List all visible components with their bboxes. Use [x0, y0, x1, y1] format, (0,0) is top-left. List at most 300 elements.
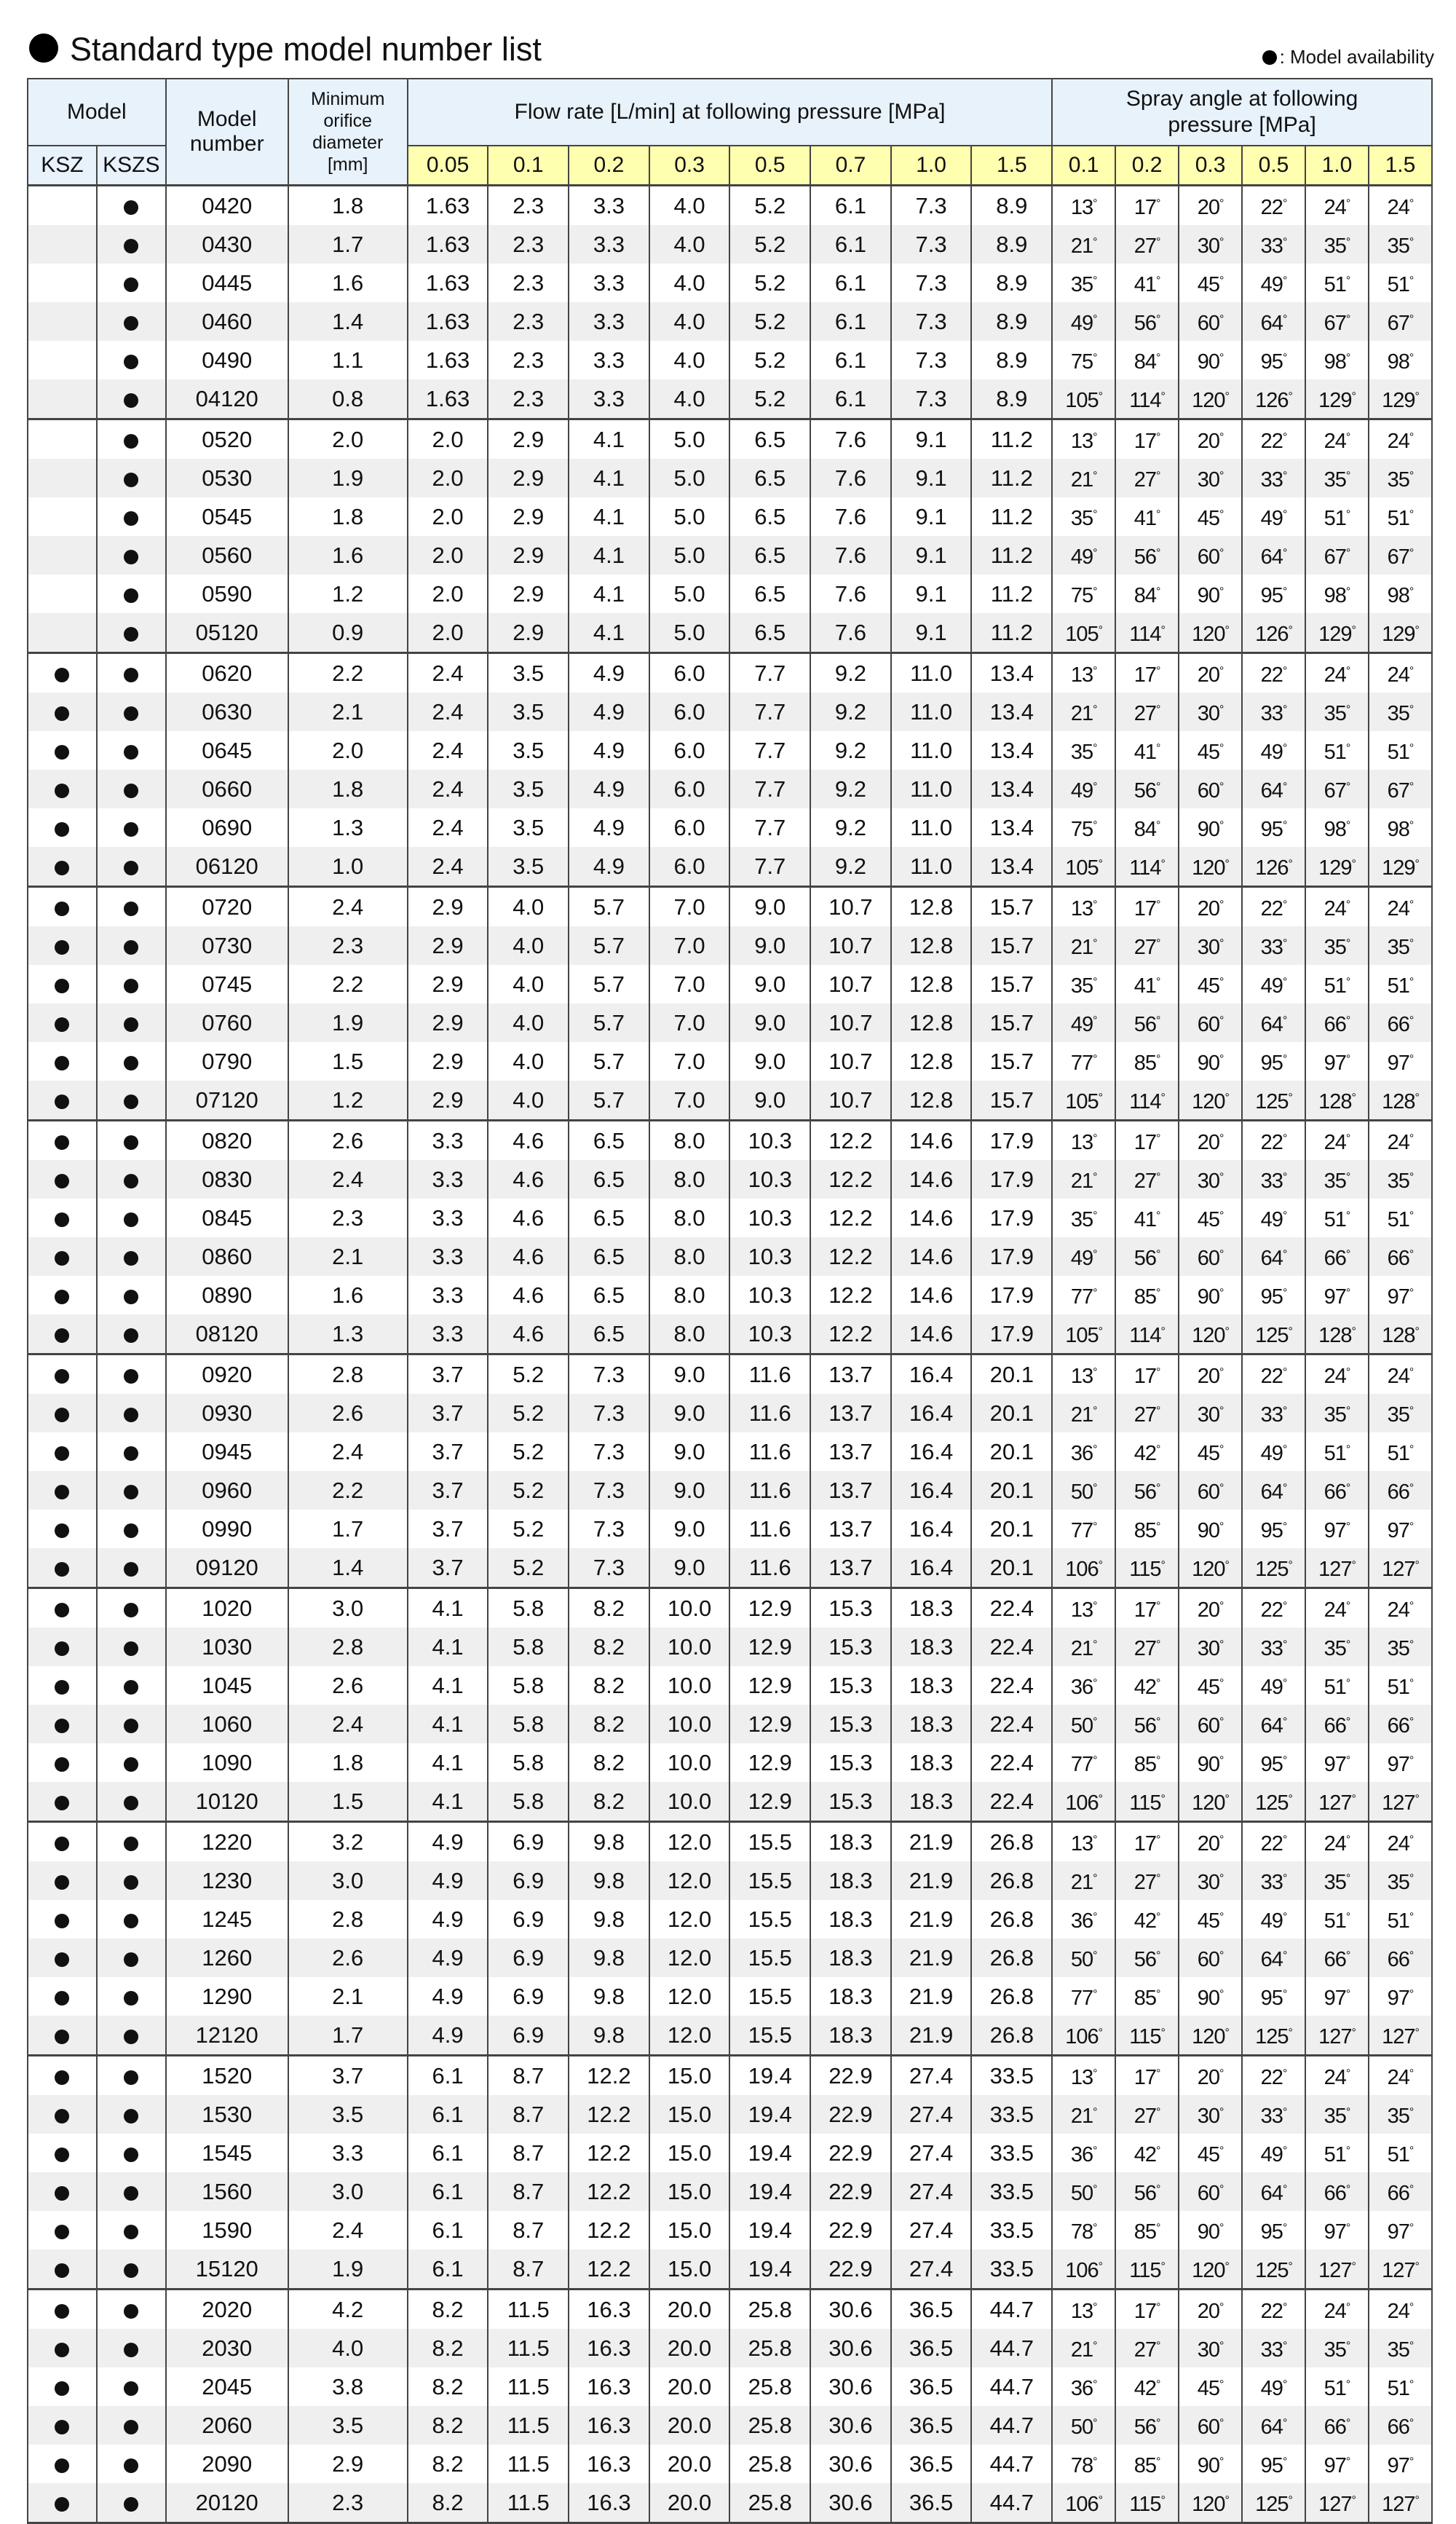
spray-angle-value: 90 [1197, 350, 1219, 374]
degree-symbol: ° [1156, 976, 1160, 988]
min-diameter-cell: 2.2 [288, 965, 408, 1003]
flow-rate-cell: 12.0 [649, 2016, 730, 2056]
flow-rate-cell: 12.9 [729, 1705, 810, 1743]
degree-symbol: ° [1093, 2145, 1097, 2157]
availability-dot-icon [124, 627, 138, 642]
kszs-availability-cell [97, 731, 166, 770]
spray-angle-value: 125 [1255, 2025, 1289, 2048]
degree-symbol: ° [1160, 390, 1165, 403]
spray-angle-value: 115 [1129, 2493, 1161, 2516]
availability-dot-icon [124, 822, 138, 837]
degree-symbol: ° [1282, 2417, 1287, 2429]
kszs-availability-cell [97, 1314, 166, 1354]
degree-symbol: ° [1415, 390, 1419, 403]
degree-symbol: ° [1093, 937, 1097, 950]
spray-angle-value: 50 [1070, 2182, 1093, 2205]
availability-dot-icon [124, 979, 138, 993]
spray-angle-value: 85 [1133, 1753, 1157, 1776]
flow-rate-cell: 17.9 [971, 1199, 1052, 1237]
flow-rate-cell: 9.0 [729, 1003, 810, 1042]
degree-symbol: ° [1156, 1053, 1160, 1065]
min-diameter-cell: 2.2 [288, 1471, 408, 1510]
flow-rate-cell: 33.5 [971, 2172, 1052, 2211]
spray-angle-cell [1115, 264, 1179, 302]
flow-rate-cell: 5.2 [488, 1432, 569, 1471]
flow-rate-cell: 10.7 [810, 1003, 891, 1042]
flow-rate-cell: 15.7 [971, 926, 1052, 965]
min-diameter-cell: 3.5 [288, 2095, 408, 2134]
degree-symbol: ° [1409, 1171, 1414, 1183]
spray-angle-cell [1179, 1548, 1242, 1588]
degree-symbol: ° [1156, 431, 1160, 443]
spray-angle-cell [1115, 847, 1179, 887]
table-row [28, 1354, 1432, 1395]
flow-rate-cell: 8.2 [408, 2445, 488, 2483]
availability-dot-icon [55, 902, 69, 916]
spray-angle-cell [1115, 2172, 1179, 2211]
spray-angle-value: 106 [1065, 2025, 1099, 2048]
flow-rate-cell: 30.6 [810, 2367, 891, 2406]
spray-angle-value: 51 [1387, 507, 1409, 530]
kszs-availability-cell [97, 1628, 166, 1666]
flow-rate-cell: 9.1 [891, 613, 972, 653]
flow-rate-cell: 7.6 [810, 419, 891, 460]
flow-rate-cell: 3.3 [408, 1121, 488, 1161]
spray-angle-value: 35 [1070, 1208, 1093, 1231]
spray-angle-cell [1305, 1121, 1369, 1161]
flow-rate-cell: 4.0 [649, 225, 730, 264]
spray-angle-cell [1115, 575, 1179, 613]
table-row [28, 731, 1432, 770]
model-number-cell: 0530 [166, 459, 288, 497]
degree-symbol: ° [1351, 624, 1356, 636]
spray-angle-cell [1115, 1394, 1179, 1432]
min-diameter-cell: 2.6 [288, 1394, 408, 1432]
spray-angle-value: 49 [1070, 779, 1093, 802]
spray-angle-value: 60 [1197, 1013, 1219, 1036]
flow-rate-cell: 2.3 [488, 225, 569, 264]
degree-symbol: ° [1351, 1092, 1356, 1104]
spray-angle-cell [1052, 1628, 1115, 1666]
spray-angle-value: 51 [1387, 1208, 1409, 1231]
model-number-cell: 1090 [166, 1743, 288, 1782]
spray-angle-value: 125 [1255, 1558, 1289, 1581]
flow-rate-cell: 17.9 [971, 1237, 1052, 1276]
degree-symbol: ° [1345, 508, 1350, 521]
availability-dot-icon [124, 706, 138, 721]
spray-angle-cell [1115, 1276, 1179, 1314]
spray-angle-cell [1369, 1548, 1432, 1588]
degree-symbol: ° [1415, 1793, 1419, 1805]
spray-angle-value: 78 [1070, 2220, 1093, 2244]
spray-angle-value: 60 [1197, 2182, 1219, 2205]
flow-rate-cell: 11.5 [488, 2445, 569, 2483]
spray-angle-cell [1305, 2406, 1369, 2445]
flow-rate-cell: 12.2 [810, 1237, 891, 1276]
degree-symbol: ° [1093, 197, 1097, 210]
degree-symbol: ° [1093, 1834, 1097, 1846]
flow-rate-cell: 20.1 [971, 1354, 1052, 1395]
spray-angle-value: 33 [1260, 234, 1283, 258]
ksz-availability-cell [28, 1939, 97, 1977]
flow-rate-cell: 13.7 [810, 1354, 891, 1395]
flow-rate-cell: 15.5 [729, 1822, 810, 1862]
kszs-availability-cell [97, 1548, 166, 1588]
flow-rate-cell: 2.9 [488, 613, 569, 653]
spray-angle-cell [1115, 613, 1179, 653]
flow-rate-cell: 13.4 [971, 693, 1052, 731]
spray-angle-cell [1052, 1822, 1115, 1862]
spray-angle-value: 51 [1324, 1909, 1346, 1933]
degree-symbol: ° [1219, 431, 1224, 443]
spray-angle-value: 30 [1197, 468, 1219, 492]
availability-dot-icon [124, 2343, 138, 2357]
degree-symbol: ° [1409, 2417, 1414, 2429]
spray-angle-cell [1179, 1900, 1242, 1939]
availability-dot-icon [124, 1523, 138, 1538]
degree-symbol: ° [1288, 1559, 1292, 1571]
spray-angle-value: 56 [1133, 1013, 1157, 1036]
spray-angle-value: 42 [1133, 2143, 1157, 2166]
flow-rate-cell: 4.0 [649, 264, 730, 302]
flow-rate-cell: 20.0 [649, 2406, 730, 2445]
spray-angle-cell [1115, 693, 1179, 731]
flow-rate-cell: 6.5 [569, 1199, 649, 1237]
flow-rate-cell: 22.4 [971, 1705, 1052, 1743]
flow-rate-cell: 5.0 [649, 459, 730, 497]
flow-rate-cell: 16.3 [569, 2367, 649, 2406]
flow-rate-cell: 15.5 [729, 1939, 810, 1977]
flow-rate-cell: 18.3 [810, 1939, 891, 1977]
spray-angle-cell [1052, 1705, 1115, 1743]
spray-angle-value: 41 [1133, 1208, 1157, 1231]
availability-dot-icon [55, 1796, 69, 1810]
spray-angle-cell [1242, 847, 1305, 887]
flow-rate-cell: 12.8 [891, 1081, 972, 1121]
flow-rate-cell: 6.9 [488, 1977, 569, 2016]
spray-angle-value: 51 [1324, 273, 1346, 296]
flow-rate-cell: 30.6 [810, 2406, 891, 2445]
availability-dot-icon [55, 1290, 69, 1304]
degree-symbol: ° [1345, 431, 1350, 443]
degree-symbol: ° [1093, 1911, 1097, 1923]
spray-angle-value: 24 [1324, 1598, 1346, 1622]
flow-rate-cell: 44.7 [971, 2483, 1052, 2523]
flow-rate-cell: 17.9 [971, 1314, 1052, 1354]
flow-rate-cell: 7.3 [891, 264, 972, 302]
flow-rate-cell: 18.3 [891, 1628, 972, 1666]
spray-angle-value: 105 [1065, 856, 1099, 880]
page-title: Standard type model number list [70, 31, 542, 68]
spray-angle-value: 21 [1070, 2338, 1093, 2362]
spray-angle-cell [1179, 2445, 1242, 2483]
spray-angle-value: 17 [1133, 1598, 1157, 1622]
spray-angle-value: 51 [1387, 2143, 1409, 2166]
degree-symbol: ° [1219, 1248, 1224, 1261]
table-row [28, 536, 1432, 575]
spray-angle-cell [1115, 1081, 1179, 1121]
model-number-cell: 0690 [166, 808, 288, 847]
spray-angle-value: 33 [1260, 468, 1283, 492]
degree-symbol: ° [1409, 431, 1414, 443]
flow-rate-cell: 5.2 [488, 1354, 569, 1395]
model-number-cell: 06120 [166, 847, 288, 887]
spray-angle-value: 66 [1387, 1948, 1409, 1971]
spray-angle-cell [1242, 1199, 1305, 1237]
spray-angle-value: 97 [1324, 1052, 1346, 1075]
flow-rate-cell: 4.9 [408, 1939, 488, 1977]
spray-angle-value: 66 [1324, 1480, 1346, 1504]
flow-rate-cell: 5.0 [649, 497, 730, 536]
degree-symbol: ° [1351, 1559, 1356, 1571]
spray-angle-value: 67 [1324, 779, 1346, 802]
min-diameter-cell: 1.8 [288, 186, 408, 226]
availability-dot-icon [55, 1914, 69, 1928]
spray-angle-value: 64 [1260, 779, 1283, 802]
table-row [28, 1042, 1432, 1081]
spray-angle-cell [1305, 341, 1369, 379]
spray-angle-cell [1052, 2211, 1115, 2249]
degree-symbol: ° [1282, 236, 1287, 248]
flow-rate-cell: 22.4 [971, 1588, 1052, 1628]
availability-dot-icon [124, 1641, 138, 1656]
ksz-availability-cell [28, 1666, 97, 1705]
flow-rate-cell: 12.9 [729, 1588, 810, 1628]
spray-angle-value: 49 [1260, 741, 1283, 764]
ksz-availability-cell [28, 1588, 97, 1628]
degree-symbol: ° [1345, 1716, 1350, 1728]
kszs-availability-cell [97, 341, 166, 379]
spray-angle-value: 17 [1133, 1365, 1157, 1388]
table-row [28, 2016, 1432, 2056]
flow-rate-cell: 4.9 [569, 770, 649, 808]
spray-angle-value: 41 [1133, 507, 1157, 530]
spray-angle-value: 24 [1324, 1131, 1346, 1154]
spray-angle-value: 35 [1070, 507, 1093, 530]
spray-angle-cell [1305, 613, 1369, 653]
degree-symbol: ° [1219, 1754, 1224, 1767]
spray-angle-cell [1179, 1314, 1242, 1354]
degree-symbol: ° [1288, 624, 1292, 636]
spray-angle-value: 49 [1260, 273, 1283, 296]
ksz-availability-cell [28, 2172, 97, 2211]
spray-angle-cell [1179, 1042, 1242, 1081]
degree-symbol: ° [1409, 899, 1414, 911]
spray-angle-cell [1242, 1977, 1305, 2016]
spray-angle-value: 85 [1133, 1285, 1157, 1309]
flow-rate-cell: 11.6 [729, 1432, 810, 1471]
spray-angle-value: 78 [1070, 2454, 1093, 2477]
kszs-availability-cell [97, 808, 166, 847]
kszs-availability-cell [97, 1199, 166, 1237]
spray-angle-cell [1242, 2406, 1305, 2445]
table-row [28, 613, 1432, 653]
degree-symbol: ° [1224, 1325, 1229, 1338]
flow-rate-cell: 18.3 [891, 1782, 972, 1822]
degree-symbol: ° [1282, 470, 1287, 482]
degree-symbol: ° [1156, 742, 1160, 754]
spray-angle-cell [1115, 2483, 1179, 2523]
spray-angle-value: 125 [1255, 2259, 1289, 2282]
spray-angle-value: 35 [1070, 974, 1093, 998]
kszs-availability-cell [97, 536, 166, 575]
degree-symbol: ° [1282, 1872, 1287, 1885]
flow-rate-cell: 3.7 [408, 1354, 488, 1395]
flow-rate-cell: 9.2 [810, 847, 891, 887]
spray-angle-cell [1242, 1548, 1305, 1588]
table-row [28, 2483, 1432, 2523]
flow-rate-cell: 6.5 [729, 613, 810, 653]
spray-angle-cell [1052, 731, 1115, 770]
kszs-availability-cell [97, 1977, 166, 2016]
spray-angle-cell [1242, 2172, 1305, 2211]
degree-symbol: ° [1098, 858, 1103, 870]
flow-rate-cell: 5.0 [649, 419, 730, 460]
flow-rate-cell: 11.5 [488, 2483, 569, 2523]
flow-rate-cell: 10.7 [810, 1042, 891, 1081]
spray-angle-value: 60 [1197, 1247, 1219, 1270]
degree-symbol: ° [1409, 1872, 1414, 1885]
degree-symbol: ° [1409, 547, 1414, 559]
flow-rate-cell: 10.0 [649, 1628, 730, 1666]
kszs-availability-cell [97, 965, 166, 1003]
degree-symbol: ° [1345, 1677, 1350, 1689]
spray-angle-cell [1052, 1160, 1115, 1199]
degree-symbol: ° [1282, 2456, 1287, 2468]
spray-angle-cell [1242, 1782, 1305, 1822]
degree-symbol: ° [1160, 1793, 1165, 1805]
degree-symbol: ° [1282, 585, 1287, 598]
spray-angle-cell [1052, 2290, 1115, 2330]
spray-angle-value: 120 [1192, 2493, 1225, 2516]
flow-rate-cell: 25.8 [729, 2483, 810, 2523]
degree-symbol: ° [1409, 470, 1414, 482]
degree-symbol: ° [1093, 2183, 1097, 2196]
degree-symbol: ° [1219, 703, 1224, 716]
spray-angle-cell [1242, 1900, 1305, 1939]
degree-symbol: ° [1156, 1911, 1160, 1923]
spray-angle-value: 95 [1260, 1052, 1283, 1075]
degree-symbol: ° [1156, 1988, 1160, 2000]
degree-symbol: ° [1345, 236, 1350, 248]
min-diameter-cell: 2.6 [288, 1666, 408, 1705]
spray-angle-value: 24 [1387, 1365, 1409, 1388]
bullet-icon [29, 33, 58, 63]
flow-rate-cell: 12.8 [891, 965, 972, 1003]
spray-angle-cell [1052, 1276, 1115, 1314]
spray-angle-value: 33 [1260, 702, 1283, 725]
degree-symbol: ° [1219, 1366, 1224, 1379]
spray-angle-value: 35 [1070, 741, 1093, 764]
degree-symbol: ° [1219, 899, 1224, 911]
kszs-availability-cell [97, 770, 166, 808]
spray-angle-cell [1052, 1743, 1115, 1782]
flow-rate-cell: 12.8 [891, 1042, 972, 1081]
spray-angle-value: 66 [1324, 2182, 1346, 2205]
flow-rate-cell: 12.0 [649, 1861, 730, 1900]
degree-symbol: ° [1409, 1677, 1414, 1689]
flow-rate-cell: 3.3 [408, 1237, 488, 1276]
flow-rate-cell: 7.7 [729, 653, 810, 693]
flow-rate-cell: 8.2 [569, 1628, 649, 1666]
spray-angle-cell [1242, 1628, 1305, 1666]
min-diameter-cell: 2.0 [288, 419, 408, 460]
flow-rate-cell: 18.3 [891, 1705, 972, 1743]
spray-angle-cell [1052, 1666, 1115, 1705]
table-row [28, 808, 1432, 847]
flow-rate-cell: 5.7 [569, 926, 649, 965]
availability-dot-icon [55, 1328, 69, 1343]
flow-rate-cell: 8.9 [971, 186, 1052, 226]
flow-rate-cell: 7.3 [569, 1548, 649, 1588]
min-diameter-cell: 1.0 [288, 847, 408, 887]
flow-pressure-header: 0.1 [488, 146, 569, 186]
flow-rate-cell: 26.8 [971, 1861, 1052, 1900]
min-diameter-cell: 3.5 [288, 2406, 408, 2445]
degree-symbol: ° [1156, 1132, 1160, 1145]
kszs-header: KSZS [97, 146, 166, 186]
spray-angle-value: 85 [1133, 2220, 1157, 2244]
flow-rate-cell: 15.7 [971, 887, 1052, 927]
flow-rate-cell: 27.4 [891, 2211, 972, 2249]
flow-rate-cell: 10.0 [649, 1666, 730, 1705]
model-number-cell: 2045 [166, 2367, 288, 2406]
spray-angle-cell [1242, 225, 1305, 264]
spray-angle-cell [1305, 1510, 1369, 1548]
flow-rate-cell: 10.7 [810, 965, 891, 1003]
spray-angle-cell [1052, 497, 1115, 536]
availability-dot-icon [55, 1212, 69, 1227]
spray-angle-cell [1115, 1900, 1179, 1939]
spray-angle-value: 17 [1133, 196, 1157, 219]
kszs-availability-cell [97, 2211, 166, 2249]
degree-symbol: ° [1098, 1092, 1103, 1104]
spray-angle-value: 24 [1324, 663, 1346, 687]
spray-angle-value: 105 [1065, 623, 1099, 646]
ksz-availability-cell [28, 2290, 97, 2330]
spray-angle-value: 60 [1197, 312, 1219, 335]
degree-symbol: ° [1409, 1014, 1414, 1027]
spray-angle-cell [1242, 2290, 1305, 2330]
flow-rate-cell: 10.3 [729, 1121, 810, 1161]
degree-symbol: ° [1156, 313, 1160, 326]
spray-angle-cell [1305, 302, 1369, 341]
degree-symbol: ° [1093, 2456, 1097, 2468]
degree-symbol: ° [1282, 2340, 1287, 2352]
flow-rate-cell: 17.9 [971, 1121, 1052, 1161]
spray-angle-cell [1115, 1237, 1179, 1276]
spray-angle-value: 67 [1324, 312, 1346, 335]
spray-angle-value: 95 [1260, 818, 1283, 841]
spray-angle-cell [1305, 2211, 1369, 2249]
ksz-availability-cell [28, 1042, 97, 1081]
degree-symbol: ° [1219, 781, 1224, 793]
spray-angle-cell [1242, 1743, 1305, 1782]
spray-angle-value: 120 [1192, 1324, 1225, 1347]
spray-angle-value: 42 [1133, 1442, 1157, 1465]
kszs-availability-cell [97, 1510, 166, 1548]
flow-rate-cell: 33.5 [971, 2095, 1052, 2134]
spray-angle-value: 106 [1065, 1791, 1099, 1815]
degree-symbol: ° [1345, 1053, 1350, 1065]
flow-rate-cell: 9.0 [729, 1081, 810, 1121]
availability-dot-icon [124, 239, 138, 253]
spray-angle-cell [1305, 1548, 1369, 1588]
spray-angle-cell [1179, 2406, 1242, 2445]
kszs-availability-cell [97, 1121, 166, 1161]
spray-angle-value: 64 [1260, 1247, 1283, 1270]
degree-symbol: ° [1409, 703, 1414, 716]
